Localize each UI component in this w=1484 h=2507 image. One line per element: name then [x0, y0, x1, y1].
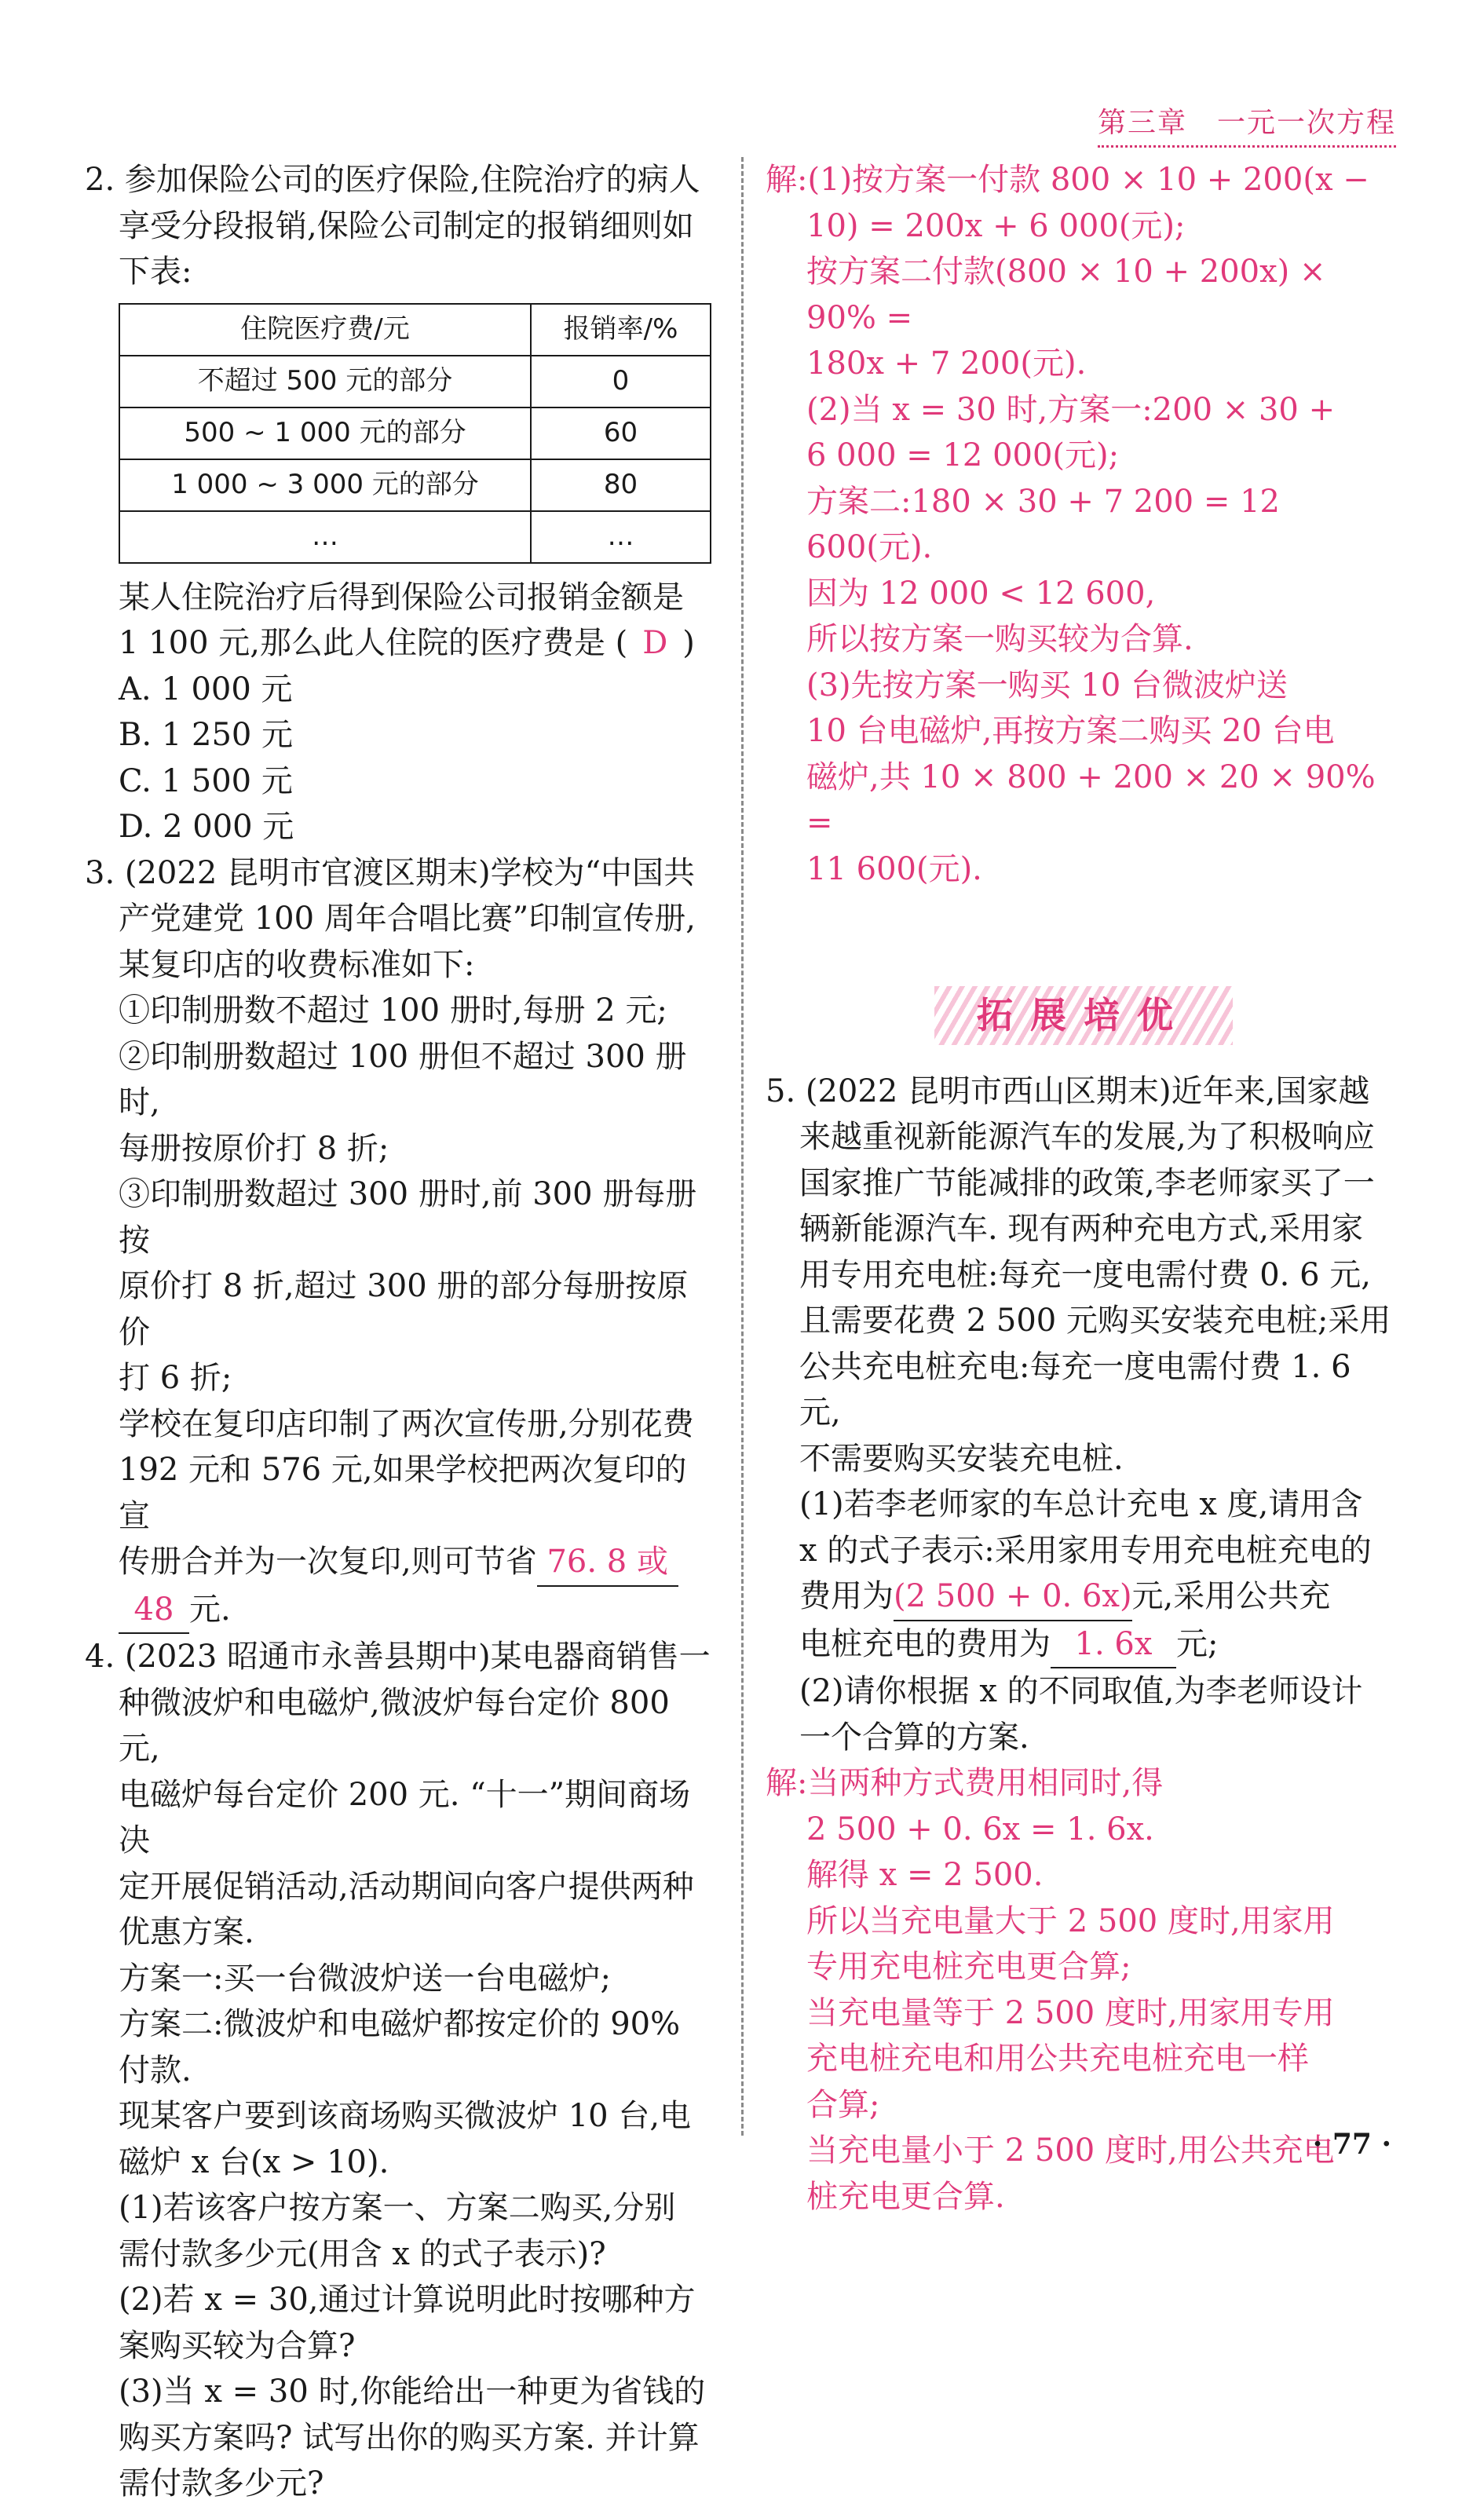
sol4-line: 按方案二付款(800 × 10 + 200x) × 90% = — [806, 254, 1326, 336]
chapter-header: 第三章 一元一次方程 — [1098, 100, 1396, 148]
q5-fill1-prefix: 费用为 — [799, 1578, 894, 1614]
option-b: B. 1 250 元 — [119, 717, 294, 753]
q4-line: 电磁炉每台定价 200 元. “十一”期间商场决 — [119, 1776, 691, 1858]
q4-line: 方案二:微波炉和电磁炉都按定价的 90% — [119, 2006, 681, 2042]
q4-line: 种微波炉和电磁炉,微波炉每台定价 800 元, — [119, 1684, 670, 1767]
sol5-line: 充电桩充电和用公共充电桩充电一样 — [806, 2041, 1309, 2077]
q3-fill-prefix: 传册合并为一次复印,则可节省 — [119, 1544, 537, 1580]
q4-line: 付款. — [119, 2052, 192, 2089]
q4-line: (1)若该客户按方案一、方案二购买,分别 — [119, 2190, 676, 2226]
q3-line: 192 元和 576 元,如果学校把两次复印的宣 — [119, 1452, 687, 1534]
question-3 — [85, 850, 713, 1635]
question-2 — [85, 157, 713, 850]
q5-line: 5. (2022 昆明市西山区期末)近年来,国家越 — [766, 1073, 1370, 1109]
q2-line: 享受分段报销,保险公司制定的报销细则如 — [119, 207, 694, 244]
sol5-line: 解:当两种方式费用相同时,得 — [766, 1765, 1164, 1801]
q4-line: 优惠方案. — [119, 1914, 254, 1950]
q3-line: 打 6 折; — [119, 1360, 232, 1396]
q5-line: 国家推广节能减排的政策,李老师家买了一 — [799, 1164, 1375, 1201]
q3-line — [85, 1587, 713, 1635]
q5-fill2-answer: 1. 6x — [1051, 1621, 1176, 1669]
table-cell: 60 — [531, 407, 711, 459]
option-d: D. 2 000 元 — [119, 809, 294, 845]
q4-line: (2)若 x = 30,通过计算说明此时按哪种方 — [119, 2282, 696, 2318]
sol5-line: 解得 x = 2 500. — [806, 1857, 1044, 1893]
table-header-cell: 住院医疗费/元 — [119, 304, 531, 356]
sol4-line: 10) = 200x + 6 000(元); — [806, 207, 1186, 244]
table-row — [119, 459, 711, 511]
q2-line: 下表: — [119, 254, 192, 290]
sol4-line: 10 台电磁炉,再按方案二购买 20 台电 — [806, 713, 1335, 749]
q5-line: (1)若李老师家的车总计充电 x 度,请用含 — [799, 1486, 1363, 1522]
table-cell: 80 — [531, 459, 711, 511]
sol4-line: 11 600(元). — [806, 850, 982, 887]
reimbursement-table — [119, 303, 711, 564]
q3-answer-blank: 76. 8 或 — [537, 1539, 678, 1587]
sol4-line: (2)当 x = 30 时,方案一:200 × 30 + — [806, 391, 1336, 428]
sol4-line: 所以按方案一购买较为合算. — [806, 621, 1193, 657]
q4-line: 案购买较为合算? — [119, 2327, 356, 2364]
q4-line: 磁炉 x 台(x > 10). — [119, 2143, 389, 2180]
sol5-line: 当充电量小于 2 500 度时,用公共充电 — [806, 2132, 1335, 2169]
q5-line: 用专用充电桩:每充一度电需付费 0. 6 元, — [799, 1256, 1371, 1293]
q4-line: 需付款多少元? — [119, 2465, 324, 2502]
q3-line: 产党建党 100 周年合唱比赛”印制宣传册, — [119, 901, 696, 937]
q2-last-line — [85, 620, 713, 667]
table-cell: 500 ~ 1 000 元的部分 — [119, 407, 531, 459]
sol4-line: 6 000 = 12 000(元); — [806, 437, 1120, 473]
q5-line: x 的式子表示:采用家用专用充电桩充电的 — [799, 1532, 1372, 1569]
q3-line — [85, 1539, 713, 1587]
table-cell: 不超过 500 元的部分 — [119, 356, 531, 407]
q3-unit: 元. — [189, 1591, 231, 1628]
q5-line: 且需要花费 2 500 元购买安装充电桩;采用 — [799, 1303, 1391, 1339]
solution-4 — [766, 157, 1402, 892]
sol5-line: 当充电量等于 2 500 度时,用家用专用 — [806, 1994, 1335, 2031]
right-column — [766, 157, 1402, 2220]
q5-line: 公共充电桩充电:每充一度电需付费 1. 6 元, — [799, 1348, 1351, 1431]
q3-line: ②印制册数超过 100 册但不超过 300 册时, — [119, 1038, 687, 1120]
q3-line: ③印制册数超过 300 册时,前 300 册每册按 — [119, 1176, 697, 1259]
q4-line: 现某客户要到该商场购买微波炉 10 台,电 — [119, 2098, 692, 2134]
table-header-row — [119, 304, 711, 356]
q3-line: 3. (2022 昆明市官渡区期末)学校为“中国共 — [85, 854, 696, 891]
sol4-line: 磁炉,共 10 × 800 + 200 × 20 × 90% = — [806, 758, 1376, 841]
q3-line: 某复印店的收费标准如下: — [119, 946, 475, 983]
q5-line: 辆新能源汽车. 现有两种充电方式,采用家 — [799, 1211, 1364, 1247]
question-4 — [85, 1634, 713, 2507]
q5-fill-line-2 — [766, 1621, 1402, 1669]
table-cell: 0 — [531, 356, 711, 407]
sol4-line: (3)先按方案一购买 10 台微波炉送 — [806, 667, 1288, 703]
q3-line: ①印制册数不超过 100 册时,每册 2 元; — [119, 992, 667, 1029]
q3-answer-blank-2: 48 — [119, 1587, 189, 1635]
sol4-line: 方案二:180 × 30 + 7 200 = 12 600(元). — [806, 483, 1280, 565]
q5-line: 不需要购买安装充电桩. — [799, 1440, 1124, 1477]
sol4-line: 因为 12 000 < 12 600, — [806, 575, 1156, 612]
sol5-line: 合算; — [806, 2086, 880, 2123]
q5-line: 来越重视新能源汽车的发展,为了积极响应 — [799, 1119, 1375, 1155]
question-5 — [766, 1069, 1402, 1761]
left-column — [85, 157, 713, 2507]
column-divider — [741, 157, 744, 2136]
q5-fill1-suffix: 元,采用公共充 — [1131, 1578, 1331, 1614]
q2-line: 2. 参加保险公司的医疗保险,住院治疗的病人 — [85, 162, 700, 198]
q4-line: (3)当 x = 30 时,你能给出一种更为省钱的 — [119, 2374, 706, 2410]
table-cell: 1 000 ~ 3 000 元的部分 — [119, 459, 531, 511]
q4-line: 需付款多少元(用含 x 的式子表示)? — [119, 2235, 606, 2272]
page-number: · 77 · — [1312, 2128, 1391, 2161]
q5-fill1-answer: (2 500 + 0. 6x) — [894, 1573, 1132, 1621]
table-header-cell: 报销率/% — [531, 304, 711, 356]
q5-line: 一个合算的方案. — [799, 1719, 1029, 1756]
table-row — [119, 356, 711, 407]
table-cell: … — [119, 511, 531, 563]
q4-line: 购买方案吗? 试写出你的购买方案. 并计算 — [119, 2419, 700, 2456]
q5-line: (2)请你根据 x 的不同取值,为李老师设计 — [799, 1673, 1363, 1709]
table-row — [119, 511, 711, 563]
q3-line: 原价打 8 折,超过 300 册的部分每册按原价 — [119, 1268, 689, 1350]
q5-fill2-prefix: 电桩充电的费用为 — [799, 1625, 1051, 1662]
q3-line: 每册按原价打 8 折; — [119, 1130, 389, 1167]
q4-line: 4. (2023 昭通市永善县期中)某电器商销售一 — [85, 1639, 711, 1675]
sol5-line: 2 500 + 0. 6x = 1. 6x. — [806, 1811, 1154, 1847]
solution-5 — [766, 1760, 1402, 2220]
q2-options — [85, 667, 713, 850]
section-title-extension: 拓展培优 — [934, 986, 1233, 1045]
table-row — [119, 407, 711, 459]
q2-answer: D — [642, 625, 668, 661]
option-a: A. 1 000 元 — [119, 671, 293, 707]
q4-line: 定开展促销活动,活动期间向客户提供两种 — [119, 1868, 694, 1905]
sol4-line: 180x + 7 200(元). — [806, 345, 1087, 382]
q2-last-prefix: 1 100 元,那么此人住院的医疗费是 ( — [119, 625, 628, 661]
q5-fill2-suffix: 元; — [1176, 1625, 1219, 1662]
q2-last-suffix: ) — [682, 625, 695, 661]
sol5-line: 专用充电桩充电更合算; — [806, 1949, 1131, 1985]
sol4-line: 解:(1)按方案一付款 800 × 10 + 200(x − — [766, 162, 1369, 198]
table-cell: … — [531, 511, 711, 563]
sol5-line: 所以当充电量大于 2 500 度时,用家用 — [806, 1902, 1335, 1939]
sol5-line: 桩充电更合算. — [806, 2178, 1005, 2215]
q2-line: 某人住院治疗后得到保险公司报销金额是 — [119, 579, 684, 616]
option-c: C. 1 500 元 — [119, 762, 293, 799]
q5-fill-line-1 — [766, 1573, 1402, 1621]
q4-line: 方案一:买一台微波炉送一台电磁炉; — [119, 1960, 611, 1997]
q3-line: 学校在复印店印制了两次宣传册,分别花费 — [119, 1405, 694, 1442]
